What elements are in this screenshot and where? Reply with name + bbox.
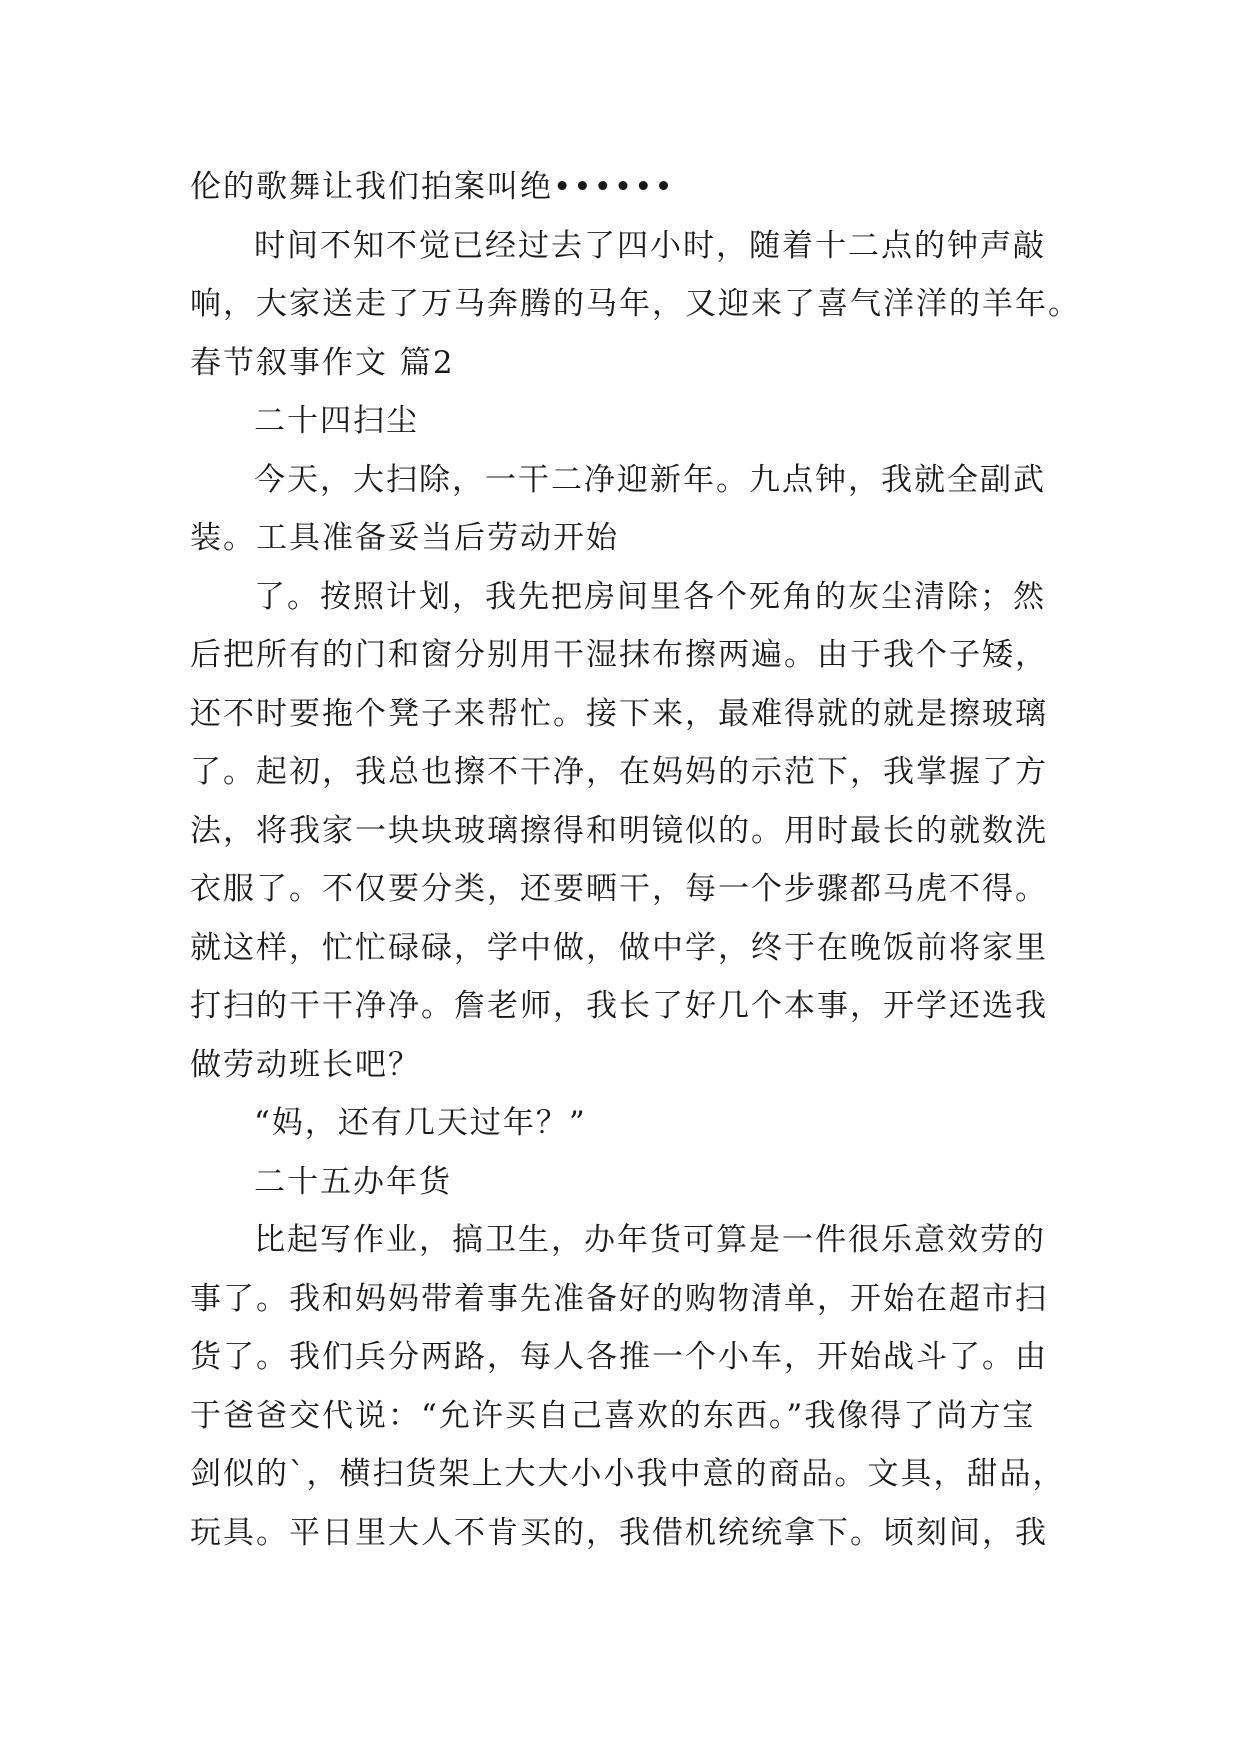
text-line: 打扫的干干净净。詹老师，我长了好几个本事，开学还选我 (190, 988, 1048, 1024)
text-line: 衣服了。不仅要分类，还要晒干，每一个步骤都马虎不得。 (190, 871, 1048, 907)
section-heading: 春节叙事作文 篇2 (190, 344, 455, 381)
text-line: 事了。我和妈妈带着事先准备好的购物清单，开始在超市扫 (190, 1280, 1048, 1317)
text-line: 于爸爸交代说：“允许买自己喜欢的东西。”我像得了尚方宝 (190, 1397, 1036, 1434)
text-line: 做劳动班长吧？ (190, 1046, 421, 1083)
paragraph-start-line: 比起写作业，搞卫生，办年货可算是一件很乐意效劳的 (254, 1222, 1046, 1258)
paragraph-start-line: 今天，大扫除，一干二净迎新年。九点钟，我就全副武 (254, 461, 1046, 498)
text-line: 货了。我们兵分两路，每人各推一个小车，开始战斗了。由 (190, 1339, 1048, 1375)
text-line: 装。工具准备妥当后劳动开始 (190, 520, 619, 556)
text-line: 伦的歌舞让我们拍案叫绝•••••• (190, 169, 675, 205)
document-body (190, 158, 1081, 1562)
text-line: 后把所有的门和窗分别用干湿抹布擦两遍。由于我个子矮， (190, 637, 1048, 673)
quote-line: “妈，还有几天过年？” (254, 1105, 587, 1141)
text-line: 剑似的`，横扫货架上大大小小我中意的商品。文具，甜品， (190, 1456, 1066, 1492)
text-line: 就这样，忙忙碌碌，学中做，做中学，终于在晚饭前将家里 (190, 929, 1048, 966)
text-line: 还不时要拖个凳子来帮忙。接下来，最难得就的就是擦玻璃 (190, 695, 1048, 732)
text-line: 响，大家送走了万马奔腾的马年，又迎来了喜气洋洋的羊年。 (190, 286, 1081, 322)
subheading: 二十五办年货 (254, 1163, 452, 1200)
text-line: 玩具。平日里大人不肯买的，我借机统统拿下。顷刻间，我 (190, 1514, 1048, 1551)
subheading: 二十四扫尘 (254, 403, 419, 439)
paragraph-start-line: 了。按照计划，我先把房间里各个死角的灰尘清除；然 (254, 578, 1046, 615)
text-line: 法，将我家一块块玻璃擦得和明镜似的。用时最长的就数洗 (190, 812, 1048, 849)
paragraph-start-line: 时间不知不觉已经过去了四小时，随着十二点的钟声敲 (254, 227, 1046, 264)
text-line: 了。起初，我总也擦不干净，在妈妈的示范下，我掌握了方 (190, 754, 1048, 790)
